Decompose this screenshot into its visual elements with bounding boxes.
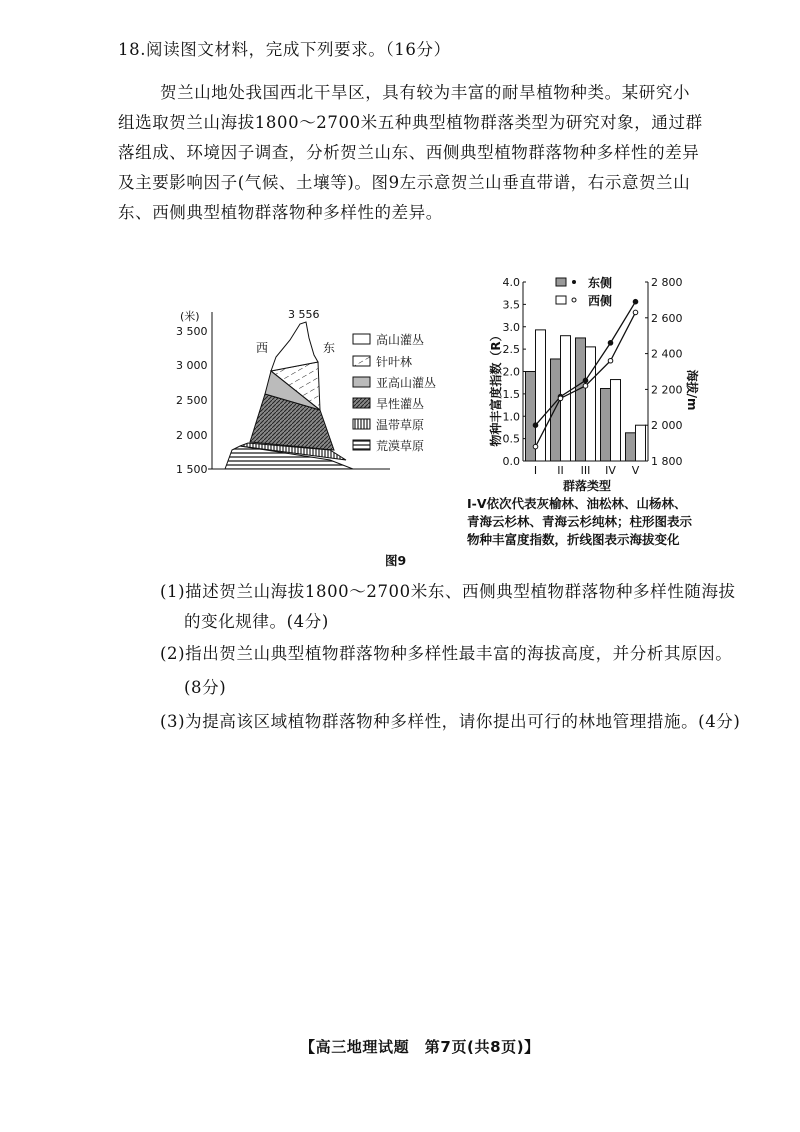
y-axis-ticks bbox=[176, 309, 208, 476]
x-tick-label: I bbox=[533, 464, 538, 477]
alpine-shrub bbox=[271, 322, 318, 371]
caption-line: 物种丰富度指数，折线图表示海拔变化 bbox=[467, 532, 680, 547]
bar-east bbox=[626, 433, 636, 461]
y-tick-label: 2.0 bbox=[502, 365, 520, 379]
caption-line: 青海云杉林、青海云杉纯林；柱形图表示 bbox=[467, 514, 693, 529]
bar-east bbox=[576, 338, 586, 461]
peak-label: 3 556 bbox=[288, 308, 320, 321]
paragraph-line: 东、西侧典型植物群落物种多样性的差异。 bbox=[118, 203, 443, 222]
legend-label: 针叶林 bbox=[376, 355, 413, 369]
y-tick: 2 500 bbox=[176, 394, 208, 407]
bar-west bbox=[586, 347, 596, 461]
x-tick-label: III bbox=[580, 464, 591, 477]
y-tick-label: 4.0 bbox=[502, 276, 520, 289]
caption-line: Ⅰ-Ⅴ依次代表灰榆林、油松林、山杨林、 bbox=[467, 496, 687, 511]
point-west bbox=[633, 310, 638, 315]
figure-label: 图9 bbox=[385, 553, 407, 568]
drought-shrub bbox=[250, 394, 334, 450]
y-tick-label: 2.5 bbox=[502, 343, 520, 357]
legend-label: 亚高山灌丛 bbox=[376, 376, 437, 390]
y2-tick-label: 2 800 bbox=[651, 276, 683, 289]
y2-tick-label: 2 600 bbox=[651, 311, 683, 325]
y-tick: 3 000 bbox=[176, 359, 208, 372]
bar-east bbox=[601, 389, 611, 461]
subquestion-1: (1)描述贺兰山海拔1800～2700米东、西侧典型植物群落物种多样性随海拔 bbox=[160, 582, 736, 601]
y2-tick-label: 2 400 bbox=[651, 347, 683, 361]
y-tick-label: 0.0 bbox=[502, 455, 520, 468]
legend-label: 高山灌丛 bbox=[376, 333, 425, 347]
question-title: 18.阅读图文材料，完成下列要求。（16分） bbox=[118, 40, 451, 59]
bar-east bbox=[551, 359, 561, 461]
legend-west: 西侧 bbox=[588, 294, 613, 308]
subquestion-2: (2)指出贺兰山典型植物群落物种多样性最丰富的海拔高度，并分析其原因。 bbox=[160, 644, 733, 663]
point-east bbox=[608, 341, 613, 346]
paragraph-line: 及主要影响因子(气候、土壤等)。图9左示意贺兰山垂直带谱，右示意贺兰山 bbox=[118, 173, 691, 192]
point-east bbox=[633, 299, 638, 304]
y2-axis-label: 海拔/m bbox=[685, 369, 699, 411]
paragraph-line: 落组成、环境因子调查，分析贺兰山东、西侧典型植物群落物种多样性的差异 bbox=[118, 143, 700, 162]
y-tick-label: 1.0 bbox=[502, 410, 520, 424]
x-axis-label: 群落类型 bbox=[562, 479, 612, 493]
east-label: 东 bbox=[323, 341, 336, 355]
subquestion-1-cont: 的变化规律。(4分) bbox=[184, 612, 329, 631]
subquestion-2-cont: (8分) bbox=[184, 678, 227, 697]
west-label: 西 bbox=[256, 341, 269, 355]
point-east bbox=[583, 378, 588, 383]
y-tick: 2 000 bbox=[176, 429, 208, 442]
page-footer: 【高三地理试题 第7页(共8页)】 bbox=[300, 1038, 540, 1056]
y2-tick-label: 2 000 bbox=[651, 419, 683, 433]
y-tick: 3 500 bbox=[176, 325, 208, 338]
legend bbox=[353, 332, 436, 453]
vertical-zonation-diagram bbox=[176, 300, 460, 480]
species-richness-chart bbox=[470, 270, 700, 495]
y-unit: (米) bbox=[180, 310, 200, 323]
point-west bbox=[583, 384, 588, 389]
legend-label: 温带草原 bbox=[376, 418, 425, 432]
bar-west bbox=[636, 425, 646, 461]
bar-west bbox=[536, 330, 546, 461]
y-tick-label: 1.5 bbox=[502, 387, 520, 401]
x-tick-label: II bbox=[557, 464, 564, 477]
y-tick-label: 0.5 bbox=[502, 432, 520, 446]
y-axis-label: 物种丰富度指数（R） bbox=[489, 329, 503, 447]
point-west bbox=[608, 358, 613, 363]
point-west bbox=[558, 396, 563, 401]
point-east bbox=[533, 423, 538, 428]
y-tick-label: 3.0 bbox=[502, 320, 520, 334]
legend-east: 东侧 bbox=[588, 276, 613, 290]
x-tick-label: V bbox=[631, 464, 640, 477]
paragraph-line: 组选取贺兰山海拔1800～2700米五种典型植物群落类型为研究对象，通过群 bbox=[118, 113, 703, 132]
bar-west bbox=[611, 380, 621, 461]
legend-label: 旱性灌丛 bbox=[376, 397, 425, 411]
y-tick-label: 3.5 bbox=[502, 298, 520, 312]
legend-label: 荒漠草原 bbox=[376, 439, 425, 453]
subquestion-3: (3)为提高该区域植物群落物种多样性，请你提出可行的林地管理措施。(4分) bbox=[160, 712, 741, 731]
y2-tick-label: 2 200 bbox=[651, 383, 683, 397]
x-tick-label: IV bbox=[605, 464, 616, 477]
paragraph-line: 贺兰山地处我国西北干旱区，具有较为丰富的耐旱植物种类。某研究小 bbox=[160, 83, 691, 102]
y-tick: 1 500 bbox=[176, 463, 208, 476]
point-west bbox=[533, 444, 538, 449]
y2-tick-label: 1 800 bbox=[651, 455, 683, 468]
